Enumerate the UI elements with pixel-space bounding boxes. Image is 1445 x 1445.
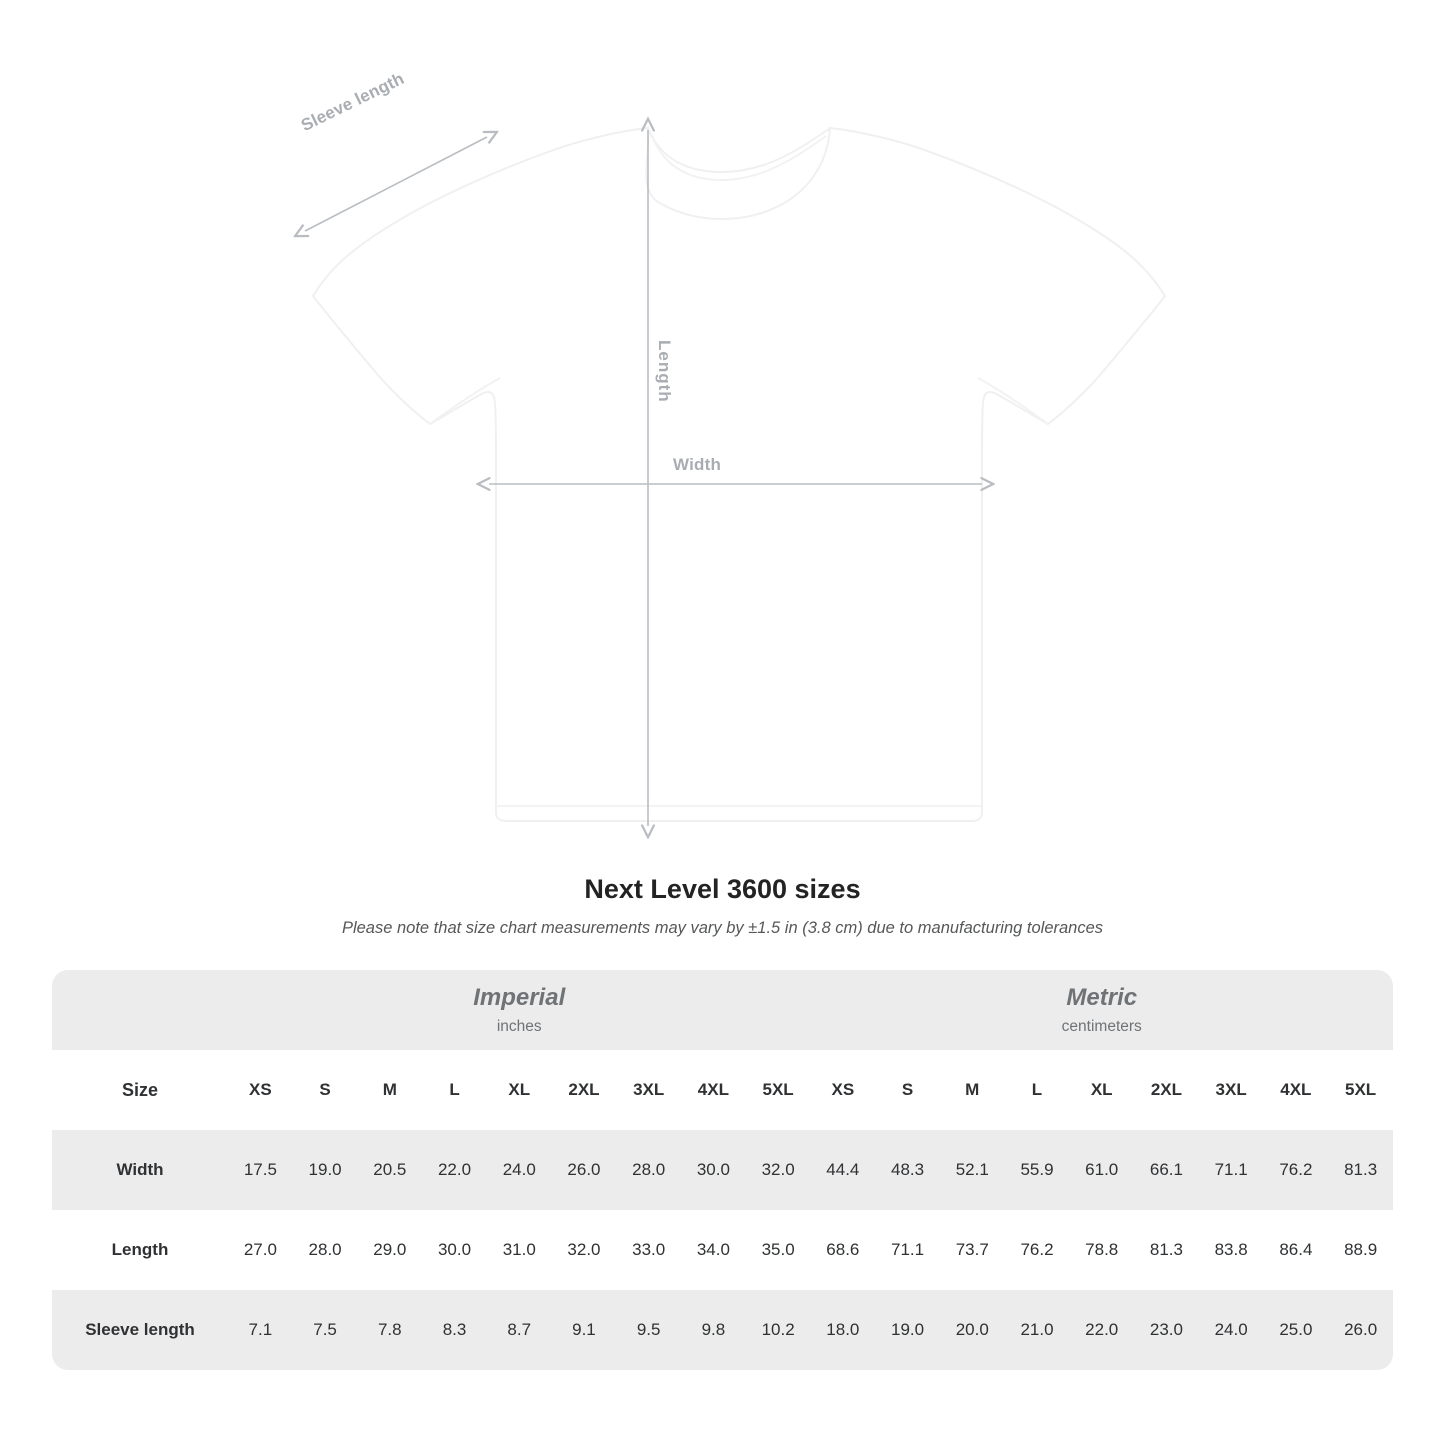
size-header-label: Size xyxy=(52,1050,228,1130)
unit-group-imperial-name: Imperial xyxy=(473,983,566,1011)
unit-corner-cell xyxy=(52,970,228,1050)
cell-length-imperial-m: 29.0 xyxy=(357,1210,422,1290)
sleeve-length-label: Sleeve length xyxy=(298,68,408,136)
title-block xyxy=(0,874,1445,938)
table-row xyxy=(52,1290,1393,1370)
row-label-sleeve-length: Sleeve length xyxy=(52,1290,228,1370)
length-label: Length xyxy=(655,340,674,403)
cell-sleeve-imperial-4xl: 9.8 xyxy=(681,1290,746,1370)
cell-length-metric-s: 71.1 xyxy=(875,1210,940,1290)
unit-group-imperial xyxy=(228,970,810,1050)
unit-group-row xyxy=(52,970,1393,1050)
cell-length-metric-xs: 68.6 xyxy=(810,1210,875,1290)
cell-width-metric-xs: 44.4 xyxy=(810,1130,875,1210)
cell-width-imperial-s: 19.0 xyxy=(293,1130,358,1210)
size-header-metric-xl: XL xyxy=(1069,1050,1134,1130)
cell-sleeve-imperial-5xl: 10.2 xyxy=(746,1290,811,1370)
page-title: Next Level 3600 sizes xyxy=(584,874,861,904)
row-label-length: Length xyxy=(52,1210,228,1290)
size-header-imperial-xs: XS xyxy=(228,1050,293,1130)
size-header-metric-l: L xyxy=(1005,1050,1070,1130)
cell-width-metric-2xl: 66.1 xyxy=(1134,1130,1199,1210)
cell-width-metric-4xl: 76.2 xyxy=(1264,1130,1329,1210)
cell-sleeve-metric-5xl: 26.0 xyxy=(1328,1290,1393,1370)
cell-width-metric-3xl: 71.1 xyxy=(1199,1130,1264,1210)
size-header-row xyxy=(52,1050,1393,1130)
cell-width-metric-s: 48.3 xyxy=(875,1130,940,1210)
size-header-metric-xs: XS xyxy=(810,1050,875,1130)
size-header-imperial-l: L xyxy=(422,1050,487,1130)
row-label-width: Width xyxy=(52,1130,228,1210)
cell-width-metric-xl: 61.0 xyxy=(1069,1130,1134,1210)
size-header-imperial-s: S xyxy=(293,1050,358,1130)
cell-sleeve-metric-3xl: 24.0 xyxy=(1199,1290,1264,1370)
size-header-imperial-5xl: 5XL xyxy=(746,1050,811,1130)
unit-group-imperial-sub: inches xyxy=(496,1018,542,1036)
cell-width-imperial-5xl: 32.0 xyxy=(746,1130,811,1210)
unit-group-metric-name: Metric xyxy=(1066,983,1138,1011)
cell-length-metric-l: 76.2 xyxy=(1005,1210,1070,1290)
cell-sleeve-imperial-s: 7.5 xyxy=(293,1290,358,1370)
cell-width-imperial-l: 22.0 xyxy=(422,1130,487,1210)
cell-sleeve-metric-xs: 18.0 xyxy=(810,1290,875,1370)
cell-length-metric-2xl: 81.3 xyxy=(1134,1210,1199,1290)
size-header-imperial-4xl: 4XL xyxy=(681,1050,746,1130)
cell-sleeve-imperial-xs: 7.1 xyxy=(228,1290,293,1370)
tolerance-note: Please note that size chart measurements may vary by ±1.5 in (3.8 cm) due to manufacturing tolerances xyxy=(341,919,1104,937)
cell-length-imperial-3xl: 33.0 xyxy=(616,1210,681,1290)
size-header-metric-2xl: 2XL xyxy=(1134,1050,1199,1130)
size-header-imperial-xl: XL xyxy=(487,1050,552,1130)
size-header-imperial-m: M xyxy=(357,1050,422,1130)
cell-length-imperial-4xl: 34.0 xyxy=(681,1210,746,1290)
cell-length-imperial-xs: 27.0 xyxy=(228,1210,293,1290)
unit-group-metric xyxy=(810,970,1393,1050)
table-row xyxy=(52,1130,1393,1210)
size-table xyxy=(52,970,1393,1370)
cell-width-metric-l: 55.9 xyxy=(1005,1130,1070,1210)
cell-sleeve-metric-xl: 22.0 xyxy=(1069,1290,1134,1370)
tshirt-shape xyxy=(313,128,1165,821)
cell-sleeve-imperial-2xl: 9.1 xyxy=(552,1290,617,1370)
cell-length-imperial-5xl: 35.0 xyxy=(746,1210,811,1290)
cell-width-imperial-2xl: 26.0 xyxy=(552,1130,617,1210)
size-header-metric-4xl: 4XL xyxy=(1264,1050,1329,1130)
size-header-metric-5xl: 5XL xyxy=(1328,1050,1393,1130)
size-header-imperial-2xl: 2XL xyxy=(552,1050,617,1130)
table-row xyxy=(52,1210,1393,1290)
cell-width-imperial-xs: 17.5 xyxy=(228,1130,293,1210)
cell-sleeve-metric-2xl: 23.0 xyxy=(1134,1290,1199,1370)
size-header-metric-s: S xyxy=(875,1050,940,1130)
cell-length-imperial-xl: 31.0 xyxy=(487,1210,552,1290)
cell-width-imperial-3xl: 28.0 xyxy=(616,1130,681,1210)
size-table-wrapper xyxy=(52,970,1393,1370)
cell-length-metric-xl: 78.8 xyxy=(1069,1210,1134,1290)
cell-length-metric-4xl: 86.4 xyxy=(1264,1210,1329,1290)
cell-length-imperial-2xl: 32.0 xyxy=(552,1210,617,1290)
cell-sleeve-imperial-3xl: 9.5 xyxy=(616,1290,681,1370)
cell-sleeve-metric-l: 21.0 xyxy=(1005,1290,1070,1370)
cell-width-imperial-4xl: 30.0 xyxy=(681,1130,746,1210)
cell-sleeve-imperial-xl: 8.7 xyxy=(487,1290,552,1370)
cell-sleeve-metric-4xl: 25.0 xyxy=(1264,1290,1329,1370)
cell-width-metric-m: 52.1 xyxy=(940,1130,1005,1210)
size-header-imperial-3xl: 3XL xyxy=(616,1050,681,1130)
cell-length-metric-m: 73.7 xyxy=(940,1210,1005,1290)
cell-length-imperial-l: 30.0 xyxy=(422,1210,487,1290)
size-header-metric-3xl: 3XL xyxy=(1199,1050,1264,1130)
cell-width-imperial-m: 20.5 xyxy=(357,1130,422,1210)
cell-length-metric-3xl: 83.8 xyxy=(1199,1210,1264,1290)
unit-group-metric-sub: centimeters xyxy=(1061,1018,1142,1036)
cell-width-imperial-xl: 24.0 xyxy=(487,1130,552,1210)
cell-length-metric-5xl: 88.9 xyxy=(1328,1210,1393,1290)
cell-sleeve-imperial-m: 7.8 xyxy=(357,1290,422,1370)
width-label: Width xyxy=(673,455,722,474)
cell-width-metric-5xl: 81.3 xyxy=(1328,1130,1393,1210)
cell-sleeve-metric-m: 20.0 xyxy=(940,1290,1005,1370)
cell-sleeve-metric-s: 19.0 xyxy=(875,1290,940,1370)
cell-length-imperial-s: 28.0 xyxy=(293,1210,358,1290)
cell-sleeve-imperial-l: 8.3 xyxy=(422,1290,487,1370)
size-header-metric-m: M xyxy=(940,1050,1005,1130)
